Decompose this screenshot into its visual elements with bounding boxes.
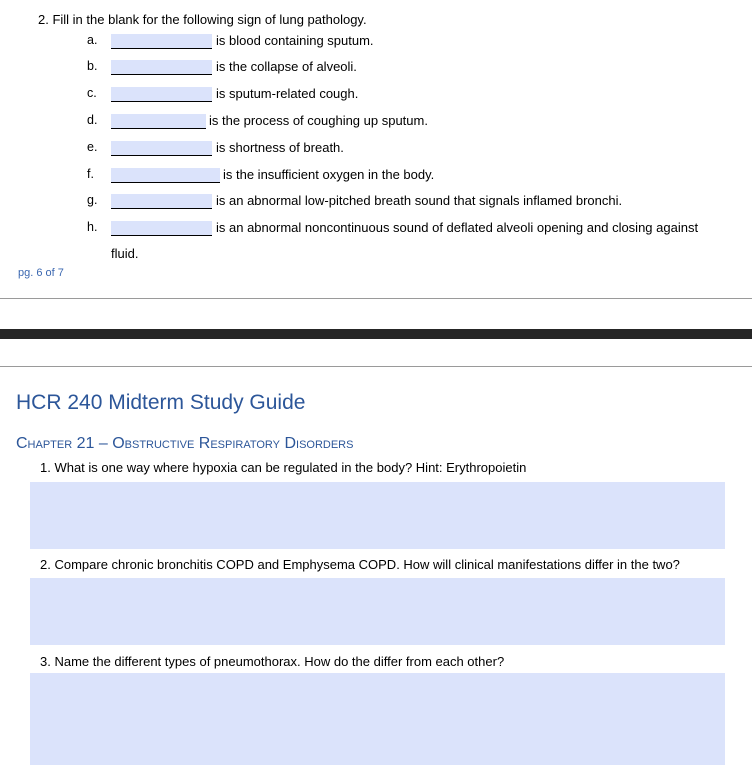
- blank-field-c[interactable]: [111, 87, 212, 102]
- list-item: [0, 220, 752, 240]
- item-letter: d.: [87, 113, 98, 127]
- item-letter: h.: [87, 220, 98, 234]
- question-3-prompt: 3. Name the different types of pneumothorax. How do the differ from each other?: [40, 654, 505, 669]
- answer-field-3[interactable]: [30, 673, 725, 765]
- item-letter: g.: [87, 193, 98, 207]
- item-text: is blood containing sputum.: [216, 33, 374, 48]
- item-text: is an abnormal noncontinuous sound of deflated alveoli opening and closing against: [216, 220, 699, 235]
- item-text: is the insufficient oxygen in the body.: [223, 167, 435, 182]
- item-text: is the process of coughing up sputum.: [209, 113, 428, 128]
- list-item: [0, 59, 752, 79]
- page-divider: [0, 298, 752, 299]
- list-item: [0, 86, 752, 106]
- blank-field-f[interactable]: [111, 168, 220, 183]
- item-letter: a.: [87, 33, 98, 47]
- item-letter: b.: [87, 59, 98, 73]
- chapter-heading: Chapter 21 – Obstructive Respiratory Disorders: [16, 435, 354, 452]
- blank-field-h[interactable]: [111, 221, 212, 236]
- item-text: is an abnormal low-pitched breath sound that signals inflamed bronchi.: [216, 193, 623, 208]
- list-item: [0, 167, 752, 187]
- item-text: is shortness of breath.: [216, 140, 344, 155]
- list-item: [0, 113, 752, 133]
- list-item: [0, 140, 752, 160]
- blank-field-e[interactable]: [111, 141, 212, 156]
- item-letter: c.: [87, 86, 97, 100]
- item-letter: f.: [87, 167, 94, 181]
- answer-field-1[interactable]: [30, 482, 725, 549]
- item-letter: e.: [87, 140, 98, 154]
- list-item: [0, 33, 752, 53]
- blank-field-b[interactable]: [111, 60, 212, 75]
- item-continuation: fluid.: [111, 246, 139, 261]
- question-1-prompt: 1. What is one way where hypoxia can be regulated in the body? Hint: Erythropoietin: [40, 460, 527, 475]
- page-break-bar: [0, 329, 752, 339]
- page-title: HCR 240 Midterm Study Guide: [16, 391, 306, 414]
- answer-field-2[interactable]: [30, 578, 725, 645]
- item-text: is the collapse of alveoli.: [216, 59, 357, 74]
- blank-field-g[interactable]: [111, 194, 212, 209]
- list-item: [0, 193, 752, 213]
- item-text: is sputum-related cough.: [216, 86, 359, 101]
- question-2-prompt: 2. Fill in the blank for the following sign of lung pathology.: [38, 12, 367, 27]
- page-divider: [0, 366, 752, 367]
- blank-field-a[interactable]: [111, 34, 212, 49]
- question-2-prompt-ch21: 2. Compare chronic bronchitis COPD and Emphysema COPD. How will clinical manifestations differ in the two?: [40, 557, 680, 572]
- blank-field-d[interactable]: [111, 114, 206, 129]
- page-number: pg. 6 of 7: [18, 267, 64, 279]
